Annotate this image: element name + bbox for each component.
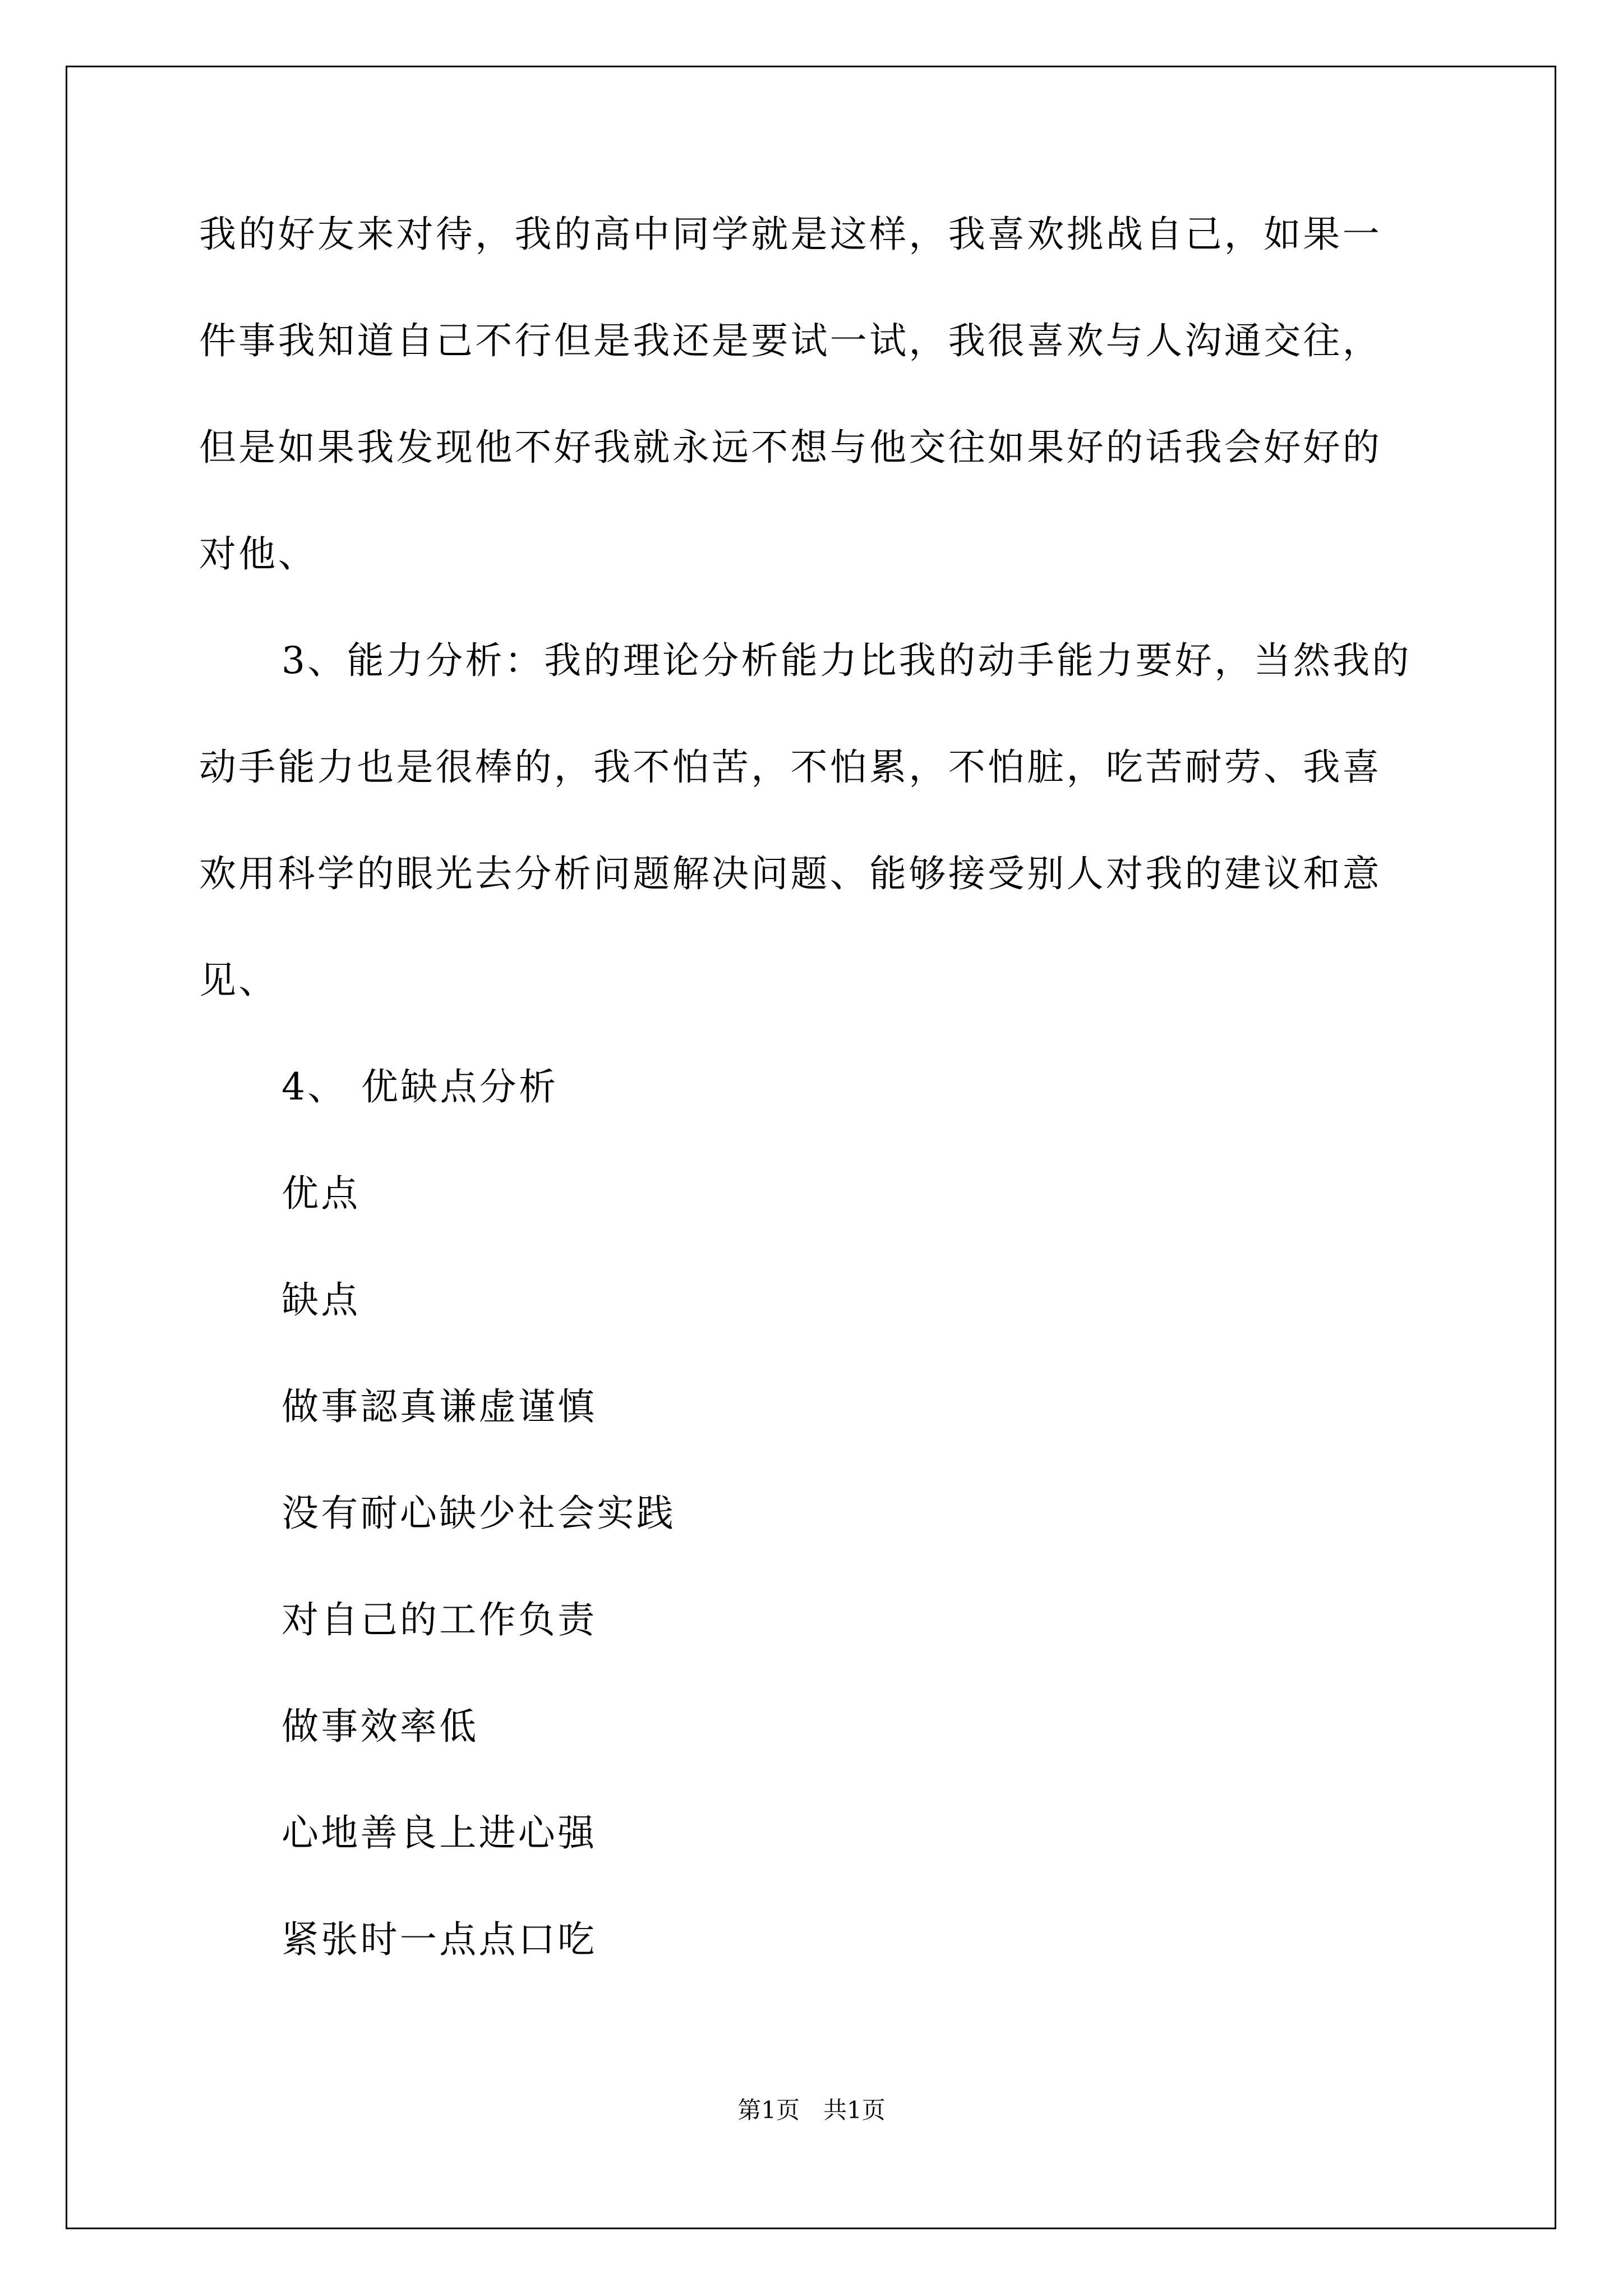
paragraph-2-line-3: 欢用科学的眼光去分析问题解决问题、能够接受别人对我的建议和意 xyxy=(199,852,1382,895)
paragraph-2-line-1: 3、能力分析：我的理论分析能力比我的动手能力要好，当然我的 xyxy=(282,639,1412,682)
paragraph-1-line-3: 但是如果我发现他不好我就永远不想与他交往如果好的话我会好好的 xyxy=(199,426,1382,469)
list-item: 做事認真谦虚谨慎 xyxy=(282,1385,597,1428)
page-border xyxy=(66,66,1556,2229)
section-heading: 4、 优缺点分析 xyxy=(282,1065,559,1108)
list-item: 做事效率低 xyxy=(282,1705,479,1748)
list-item: 优点 xyxy=(282,1172,361,1215)
list-item: 对自己的工作负责 xyxy=(282,1598,597,1641)
list-item: 心地善良上进心强 xyxy=(282,1811,597,1855)
page-indicator: 第1页 共1页 xyxy=(737,2096,886,2124)
list-item: 紧张时一点点口吃 xyxy=(282,1918,597,1961)
paragraph-1-line-2: 件事我知道自己不行但是我还是要试一试，我很喜欢与人沟通交往， xyxy=(199,319,1382,362)
list-item: 没有耐心缺少社会实践 xyxy=(282,1492,676,1535)
paragraph-2-line-2: 动手能力也是很棒的，我不怕苦，不怕累，不怕脏，吃苦耐劳、我喜 xyxy=(199,746,1382,789)
paragraph-1-line-1: 我的好友来对待，我的高中同学就是这样，我喜欢挑战自己，如果一 xyxy=(199,213,1382,256)
paragraph-2-line-4: 见、 xyxy=(199,959,278,1002)
paragraph-1-line-4: 对他、 xyxy=(199,532,317,576)
list-item: 缺点 xyxy=(282,1278,361,1322)
